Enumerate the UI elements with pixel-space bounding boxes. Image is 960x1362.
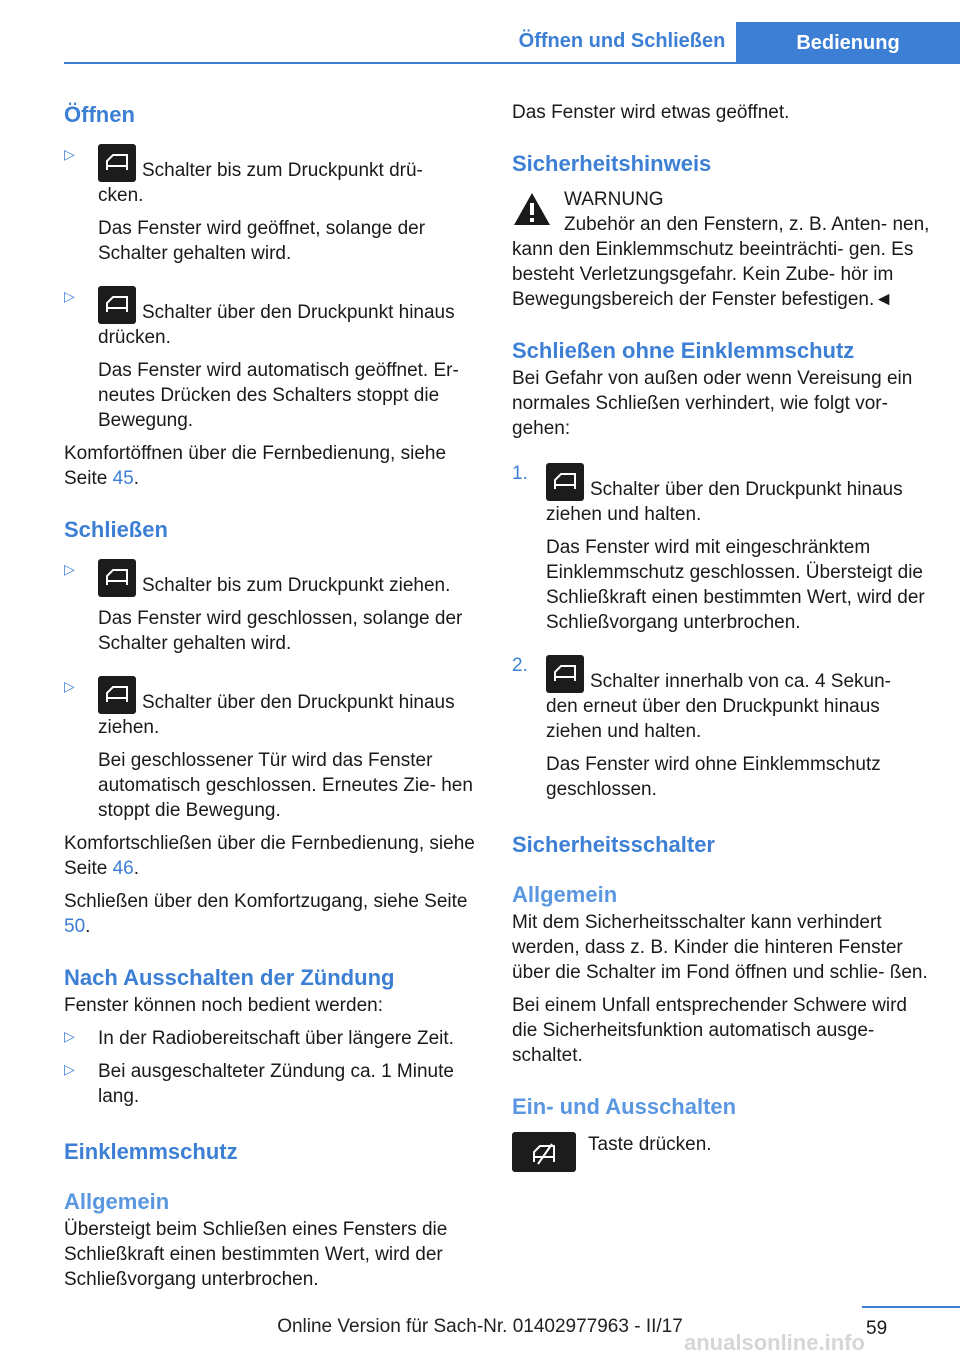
text: Schalter bis zum Druckpunkt ziehen. (142, 575, 451, 596)
step-number: 1. (512, 463, 528, 484)
text: Schalter bis zum Druckpunkt drü‐ (142, 160, 423, 181)
list-item (512, 655, 932, 802)
triangle-bullet-icon: ▷ (64, 288, 75, 304)
paragraph: Fenster können noch bedient werden: (64, 995, 383, 1016)
heading-general: Allgemein (64, 1189, 170, 1214)
window-switch-icon (98, 286, 136, 324)
paragraph: Das Fenster wird ohne Einklemmschutz geschlossen. (546, 754, 881, 800)
safety-switch-button-icon (512, 1132, 576, 1172)
header-rule (64, 62, 960, 64)
heading-safety-switch: Sicherheitsschalter (512, 832, 715, 857)
paragraph: Das Fenster wird geöffnet, solange der Schalter gehalten wird. (98, 218, 426, 264)
watermark: anualsonline.info (684, 1330, 865, 1355)
triangle-bullet-icon: ▷ (64, 1061, 75, 1077)
text: cken. (98, 185, 144, 206)
paragraph: Das Fenster wird etwas geöffnet. (512, 102, 790, 123)
window-switch-icon (546, 463, 584, 501)
heading-on-off: Ein- und Ausschalten (512, 1094, 737, 1119)
window-switch-icon (98, 144, 136, 182)
text: Taste drücken. (588, 1134, 712, 1155)
header-chapter-tab: Bedienung (736, 22, 960, 64)
text: Schließen über den Komfortzugang, siehe Seite (64, 891, 468, 912)
step-number: 2. (512, 655, 528, 676)
paragraph: Bei Gefahr von außen oder wenn Vereisung ein normales Schließen verhindert, wie folgt vor‐ gehen: (512, 368, 913, 439)
page-number: 59 (866, 1318, 888, 1339)
left-column (64, 100, 482, 1292)
text: In der Radiobereitschaft über längere Zeit. (98, 1028, 454, 1049)
window-switch-icon (98, 559, 136, 597)
text: Komfortöffnen über die Fernbedienung, siehe Seite (64, 443, 447, 489)
paragraph: Mit dem Sicherheitsschalter kann verhindert werden, dass z. B. Kinder die hinteren Fenster über die Schalter im Fond öffnen und schlie‐ ßen. (512, 912, 928, 983)
heading-pinch-protection: Einklemmschutz (64, 1139, 238, 1164)
list-item (64, 1059, 482, 1109)
list-item (512, 463, 932, 635)
text: Bei ausgeschalteter Zündung ca. 1 Minute lang. (98, 1061, 454, 1107)
heading-open: Öffnen (64, 102, 135, 127)
heading-general: Allgemein (512, 882, 618, 907)
text: Schalter über den Druckpunkt hinaus (142, 302, 455, 323)
triangle-bullet-icon: ▷ (64, 146, 75, 162)
window-switch-icon (546, 655, 584, 693)
text: ziehen. (98, 717, 160, 738)
warning-icon (512, 191, 552, 227)
paragraph: Bei geschlossener Tür wird das Fenster automatisch geschlossen. Erneutes Zie‐ hen stoppt die Bewegung. (98, 750, 473, 821)
page-link[interactable]: 46 (112, 858, 134, 879)
footer-text: Online Version für Sach-Nr. 01402977963 - II/17 (277, 1316, 683, 1337)
list-item (64, 676, 482, 823)
paragraph: Das Fenster wird mit eingeschränktem Einklemmschutz geschlossen. Übersteigt die Schließkraft einen bestimmten Wert, wird der Schließvorgang unterbrochen. (546, 537, 925, 633)
text: Schalter über den Druckpunkt hinaus (590, 479, 903, 500)
paragraph: Bei einem Unfall entsprechender Schwere wird die Sicherheitsfunktion automatisch ausge‐ schaltet. (512, 995, 907, 1066)
paragraph: Übersteigt beim Schließen eines Fensters die Schließkraft einen bestimmten Wert, wird der Schließvorgang unterbrochen. (64, 1219, 448, 1290)
heading-safety-note: Sicherheitshinweis (512, 151, 712, 176)
paragraph: Das Fenster wird automatisch geöffnet. Er‐ neutes Drücken des Schalters stoppt die Bewegung. (98, 360, 459, 431)
triangle-bullet-icon: ▷ (64, 678, 75, 694)
right-column (512, 100, 932, 1172)
paragraph: Komfortöffnen über die Fernbedienung, siehe Seite 45. (64, 443, 447, 489)
list-item (64, 286, 482, 433)
paragraph: Das Fenster wird geschlossen, solange der Schalter gehalten wird. (98, 608, 463, 654)
heading-after-ignition: Nach Ausschalten der Zündung (64, 965, 395, 990)
text: den erneut über den Druckpunkt hinaus ziehen und halten. (546, 696, 880, 742)
list-item (64, 144, 482, 266)
warning-title: WARNUNG (564, 189, 664, 210)
paragraph: Schließen über den Komfortzugang, siehe Seite 50. (64, 891, 468, 937)
text: Schalter innerhalb von ca. 4 Sekun‐ (590, 671, 892, 692)
list-item (64, 559, 482, 656)
page-link[interactable]: 45 (112, 468, 134, 489)
triangle-bullet-icon: ▷ (64, 1028, 75, 1044)
text: drücken. (98, 327, 171, 348)
text: ziehen und halten. (546, 504, 702, 525)
paragraph: Komfortschließen über die Fernbedienung, siehe Seite 46. (64, 833, 475, 879)
list-item (64, 1026, 482, 1051)
text: Komfortschließen über die Fernbedienung, siehe Seite (64, 833, 475, 879)
window-switch-icon (98, 676, 136, 714)
paragraph (512, 1132, 932, 1172)
footer-rule (862, 1306, 960, 1308)
warning-box (512, 187, 932, 212)
heading-close: Schließen (64, 517, 168, 542)
triangle-bullet-icon: ▷ (64, 561, 75, 577)
page-link[interactable]: 50 (64, 916, 86, 937)
heading-close-without-pinch: Schließen ohne Einklemmschutz (512, 338, 855, 363)
text: Schalter über den Druckpunkt hinaus (142, 692, 455, 713)
warning-text: Zubehör an den Fenstern, z. B. Anten‐ nen, kann den Einklemmschutz beeinträchti‐ gen. Es besteht Verletzungsgefahr. Kein Zube‐ hör im Bewegungsbereich der Fenster befestigen.◄ (512, 214, 930, 310)
header-section-title: Öffnen und Schließen (518, 30, 726, 52)
